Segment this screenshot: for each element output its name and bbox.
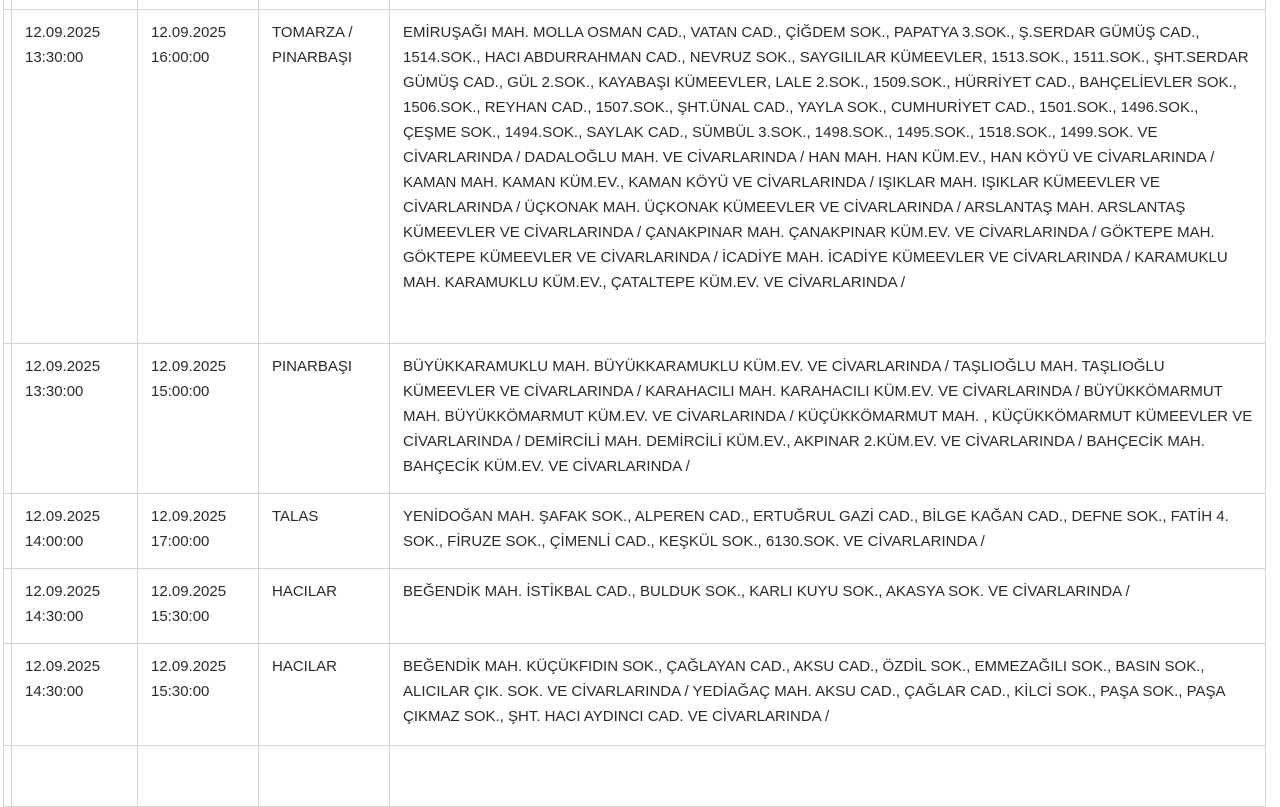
start-time: 13:30:00 <box>25 49 84 66</box>
cell-start-datetime <box>12 10 138 344</box>
cell-cropped-left <box>4 494 12 569</box>
cell-empty <box>12 0 138 10</box>
end-time: 15:30:00 <box>151 608 210 625</box>
end-date: 12.09.2025 <box>151 583 227 600</box>
table-row <box>4 569 1266 644</box>
cell-empty <box>259 746 390 807</box>
start-date: 12.09.2025 <box>25 508 101 525</box>
start-time: 14:30:00 <box>25 608 84 625</box>
cell-start-datetime <box>12 644 138 746</box>
end-time: 15:30:00 <box>151 683 210 700</box>
cell-empty <box>4 0 12 10</box>
cell-start-datetime <box>12 569 138 644</box>
cell-end-datetime <box>138 10 259 344</box>
table-row <box>4 644 1266 746</box>
cell-areas: BEĞENDİK MAH. İSTİKBAL CAD., BULDUK SOK., KARLI KUYU SOK., AKASYA SOK. VE CİVARLARINDA / <box>390 569 1266 644</box>
start-time: 13:30:00 <box>25 383 84 400</box>
cell-cropped-left <box>4 10 12 344</box>
cell-empty <box>390 0 1266 10</box>
cell-start-datetime <box>12 344 138 494</box>
end-date: 12.09.2025 <box>151 508 227 525</box>
cell-cropped-left <box>4 344 12 494</box>
cell-end-datetime <box>138 344 259 494</box>
cell-empty <box>259 0 390 10</box>
cell-areas: BÜYÜKKARAMUKLU MAH. BÜYÜKKARAMUKLU KÜM.EV. VE CİVARLARINDA / TAŞLIOĞLU MAH. TAŞLIOĞLU KÜMEEVLER VE CİVARLARINDA / KARAHACILI MAH. KARAHACILI KÜM.EV. VE CİVARLARINDA / BÜYÜKKÖMARMUT MAH. BÜYÜKKÖMARMUT KÜM.EV. VE CİVARLARINDA / KÜÇÜKKÖMARMUT MAH. , KÜÇÜKKÖMARMUT KÜMEEVLER VE CİVARLARINDA / DEMİRCİLİ MAH. DEMİRCİLİ KÜM.EV., AKPINAR 2.KÜM.EV. VE CİVARLARINDA / BAHÇECİK MAH. BAHÇECİK KÜM.EV. VE CİVARLARINDA / <box>390 344 1266 494</box>
table-row <box>4 10 1266 344</box>
cell-cropped-left <box>4 644 12 746</box>
cell-start-datetime <box>12 494 138 569</box>
table-row <box>4 344 1266 494</box>
cell-end-datetime <box>138 644 259 746</box>
end-time: 15:00:00 <box>151 383 210 400</box>
cell-district: TOMARZA / PINARBAŞI <box>259 10 390 344</box>
cell-empty <box>138 746 259 807</box>
end-date: 12.09.2025 <box>151 658 227 675</box>
start-time: 14:30:00 <box>25 683 84 700</box>
end-time: 17:00:00 <box>151 533 210 550</box>
cell-end-datetime <box>138 494 259 569</box>
cell-empty <box>4 746 12 807</box>
end-date: 12.09.2025 <box>151 24 227 41</box>
outage-schedule-region <box>3 0 1266 807</box>
cell-district: HACILAR <box>259 644 390 746</box>
outage-schedule-table <box>3 0 1266 807</box>
start-date: 12.09.2025 <box>25 358 101 375</box>
cell-empty <box>390 746 1266 807</box>
table-row-partial-top <box>4 0 1266 10</box>
cell-cropped-left <box>4 569 12 644</box>
start-date: 12.09.2025 <box>25 583 101 600</box>
start-date: 12.09.2025 <box>25 658 101 675</box>
cell-end-datetime <box>138 569 259 644</box>
end-date: 12.09.2025 <box>151 358 227 375</box>
cell-empty <box>12 746 138 807</box>
cell-areas: BEĞENDİK MAH. KÜÇÜKFIDIN SOK., ÇAĞLAYAN CAD., AKSU CAD., ÖZDİL SOK., EMMEZAĞILI SOK., BASIN SOK., ALICILAR ÇIK. SOK. VE CİVARLARINDA / YEDİAĞAÇ MAH. AKSU CAD., ÇAĞLAR CAD., KİLCİ SOK., PAŞA SOK., PAŞA ÇIKMAZ SOK., ŞHT. HACI AYDINCI CAD. VE CİVARLARINDA / <box>390 644 1266 746</box>
cell-areas: YENİDOĞAN MAH. ŞAFAK SOK., ALPEREN CAD., ERTUĞRUL GAZİ CAD., BİLGE KAĞAN CAD., DEFNE SOK., FATİH 4. SOK., FİRUZE SOK., ÇİMENLİ CAD., KEŞKÜL SOK., 6130.SOK. VE CİVARLARINDA / <box>390 494 1266 569</box>
cell-district: PINARBAŞI <box>259 344 390 494</box>
cell-areas: EMİRUŞAĞI MAH. MOLLA OSMAN CAD., VATAN CAD., ÇİĞDEM SOK., PAPATYA 3.SOK., Ş.SERDAR GÜMÜŞ CAD., 1514.SOK., HACI ABDURRAHMAN CAD., NEVRUZ SOK., SAYGILILAR KÜMEEVLER, 1513.SOK., 1511.SOK., ŞHT.SERDAR GÜMÜŞ CAD., GÜL 2.SOK., KAYABAŞI KÜMEEVLER, LALE 2.SOK., 1509.SOK., HÜRRİYET CAD., BAHÇELİEVLER SOK., 1506.SOK., REYHAN CAD., 1507.SOK., ŞHT.ÜNAL CAD., YAYLA SOK., CUMHURİYET CAD., 1501.SOK., 1496.SOK., ÇEŞME SOK., 1494.SOK., SAYLAK CAD., SÜMBÜL 3.SOK., 1498.SOK., 1495.SOK., 1518.SOK., 1499.SOK. VE CİVARLARINDA / DADALOĞLU MAH. VE CİVARLARINDA / HAN MAH. HAN KÜM.EV., HAN KÖYÜ VE CİVARLARINDA / KAMAN MAH. KAMAN KÜM.EV., KAMAN KÖYÜ VE CİVARLARINDA / IŞIKLAR MAH. IŞIKLAR KÜMEEVLER VE CİVARLARINDA / ÜÇKONAK MAH. ÜÇKONAK KÜMEEVLER VE CİVARLARINDA / ARSLANTAŞ MAH. ARSLANTAŞ KÜMEEVLER VE CİVARLARINDA / ÇANAKPINAR MAH. ÇANAKPINAR KÜM.EV. VE CİVARLARINDA / GÖKTEPE MAH. GÖKTEPE KÜMEEVLER VE CİVARLARINDA / İCADİYE MAH. İCADİYE KÜMEEVLER VE CİVARLARINDA / KARAMUKLU MAH. KARAMUKLU KÜM.EV., ÇATALTEPE KÜM.EV. VE CİVARLARINDA / <box>390 10 1266 344</box>
table-row-partial-bottom <box>4 746 1266 807</box>
table-row <box>4 494 1266 569</box>
cell-district: HACILAR <box>259 569 390 644</box>
cell-district: TALAS <box>259 494 390 569</box>
end-time: 16:00:00 <box>151 49 210 66</box>
start-date: 12.09.2025 <box>25 24 101 41</box>
start-time: 14:00:00 <box>25 533 84 550</box>
cell-empty <box>138 0 259 10</box>
